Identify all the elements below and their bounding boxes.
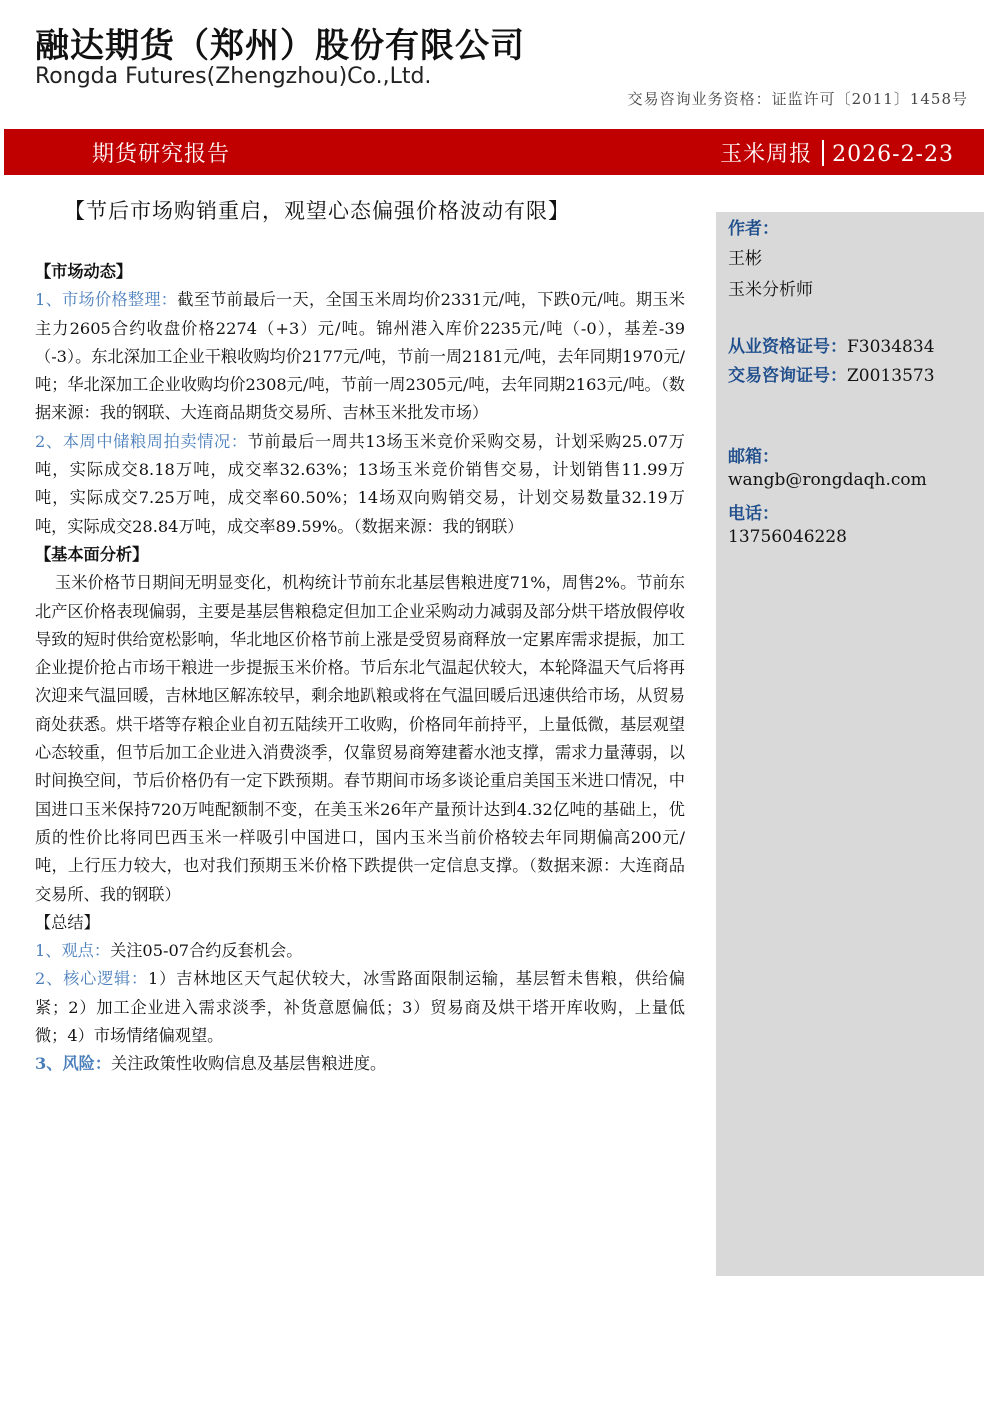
cert-label: 从业资格证号： [728,337,847,357]
market-item-price-text: 截至节前最后一天，全国玉米周均价2331元/吨，下跌0元/吨。期玉米主力2605合约收盘价格2274（+3）元/吨。锦州港入库价2235元/吨（-0），基差-39（-3）。东北深加工企业干粮收购均价2177元/吨，节前一周2181元/吨，去年同期1970元/吨；华北深加工企业收购均价2308元/吨，节前一周2305元/吨，去年同期2163元/吨。（数据来源：我的钢联、大连商品期货交易所、吉林玉米批发市场） [35,290,685,423]
market-item-auction [35,428,685,541]
summary-item-view-text: 关注05-07合约反套机会。 [110,941,303,961]
report-meta [720,137,954,168]
consult-number [728,361,935,386]
summary-item-logic-label: 2、核心逻辑： [35,969,149,989]
section-heading-summary: 【总结】 [35,912,100,932]
company-name-en: Rongda Futures(Zhengzhou)Co.,Ltd. [35,64,432,89]
market-item-price [35,286,685,427]
report-date: 2026-2-23 [832,142,954,167]
summary-item-logic-text: 1）吉林地区天气起伏较大，冰雪路面限制运输，基层暂未售粮，供给偏紧；2）加工企业进入需求淡季，补货意愿偏低；3）贸易商及烘干塔开库收购，上量低微；4）市场情绪偏观望。 [35,969,685,1046]
author-label: 作者： [728,219,779,239]
cert-number [728,332,935,357]
section-heading-fundamental: 【基本面分析】 [35,544,149,564]
market-item-auction-text: 节前最后一周共13场玉米竞价采购交易，计划采购25.07万吨，实际成交8.18万吨，成交率32.63%；13场玉米竞价销售交易，计划销售11.99万吨，实际成交7.25万吨，成交率60.50%；14场双向购销交易，计划交易数量32.19万吨，实际成交28.84万吨，成交率89.59%。（数据来源：我的钢联） [35,431,685,536]
banner-divider [822,140,824,166]
cert-value: F3034834 [847,337,935,357]
fundamental-analysis-text: 玉米价格节日期间无明显变化，机构统计节前东北基层售粮进度71%，周售2%。节前东北产区价格表现偏弱，主要是基层售粮稳定但加工企业采购动力减弱及部分烘干塔放假停收导致的短时供给宽松影响，华北地区价格节前上涨是受贸易商释放一定累库需求提振，加工企业提价抢占市场干粮进一步提振玉米价格。节后东北气温起伏较大，本轮降温天气后将再次迎来气温回暖，吉林地区解冻较早，剩余地趴粮或将在气温回暖后迅速供给市场，从贸易商处获悉。烘干塔等存粮企业自初五陆续开工收购，价格同年前持平，上量低微，基层观望心态较重，但节后加工企业进入消费淡季，仅靠贸易商筹建蓄水池支撑，需求力量薄弱，以时间换空间，节后价格仍有一定下跌预期。春节期间市场多谈论重启美国玉米进口情况，中国进口玉米保持720万吨配额制不变，在美玉米26年产量预计达到4.32亿吨的基础上，优质的性价比将同巴西玉米一样吸引中国进口，国内玉米当前价格较去年同期偏高200元/吨，上行压力较大，也对我们预期玉米价格下跌提供一定信息支撑。（数据来源：大连商品交易所、我的钢联） [35,573,685,904]
summary-item-risk-label: 3、风险： [35,1054,112,1074]
consult-label: 交易咨询证号： [728,366,847,386]
license-info: 交易咨询业务资格：证监许可〔2011〕1458号 [627,90,968,108]
summary-item-view-label: 1、观点： [35,941,111,961]
report-body [35,258,685,1079]
report-title: 【节后市场购销重启，观望心态偏强价格波动有限】 [64,199,570,223]
company-name-cn: 融达期货（郑州）股份有限公司 [35,26,525,66]
section-heading-market: 【市场动态】 [35,262,133,281]
phone-label: 电话： [728,504,779,524]
summary-item-logic [35,965,685,1050]
phone-number: 13756046228 [728,527,847,547]
author-title: 玉米分析师 [728,280,813,300]
consult-value: Z0013573 [847,366,935,386]
summary-item-risk [35,1050,685,1078]
report-type: 玉米周报 [720,142,813,167]
email-label: 邮箱： [728,447,779,467]
summary-item-risk-text: 关注政策性收购信息及基层售粮进度。 [111,1054,387,1074]
author-sidebar [716,212,984,1276]
summary-item-view [35,937,685,965]
market-item-auction-label: 2、本周中储粮周拍卖情况： [35,431,248,451]
email-link[interactable]: wangb@rongdaqh.com [728,470,927,490]
report-banner [4,129,984,175]
author-name: 王彬 [728,249,762,269]
report-category: 期货研究报告 [92,142,231,167]
market-item-price-label: 1、市场价格整理： [35,290,178,310]
